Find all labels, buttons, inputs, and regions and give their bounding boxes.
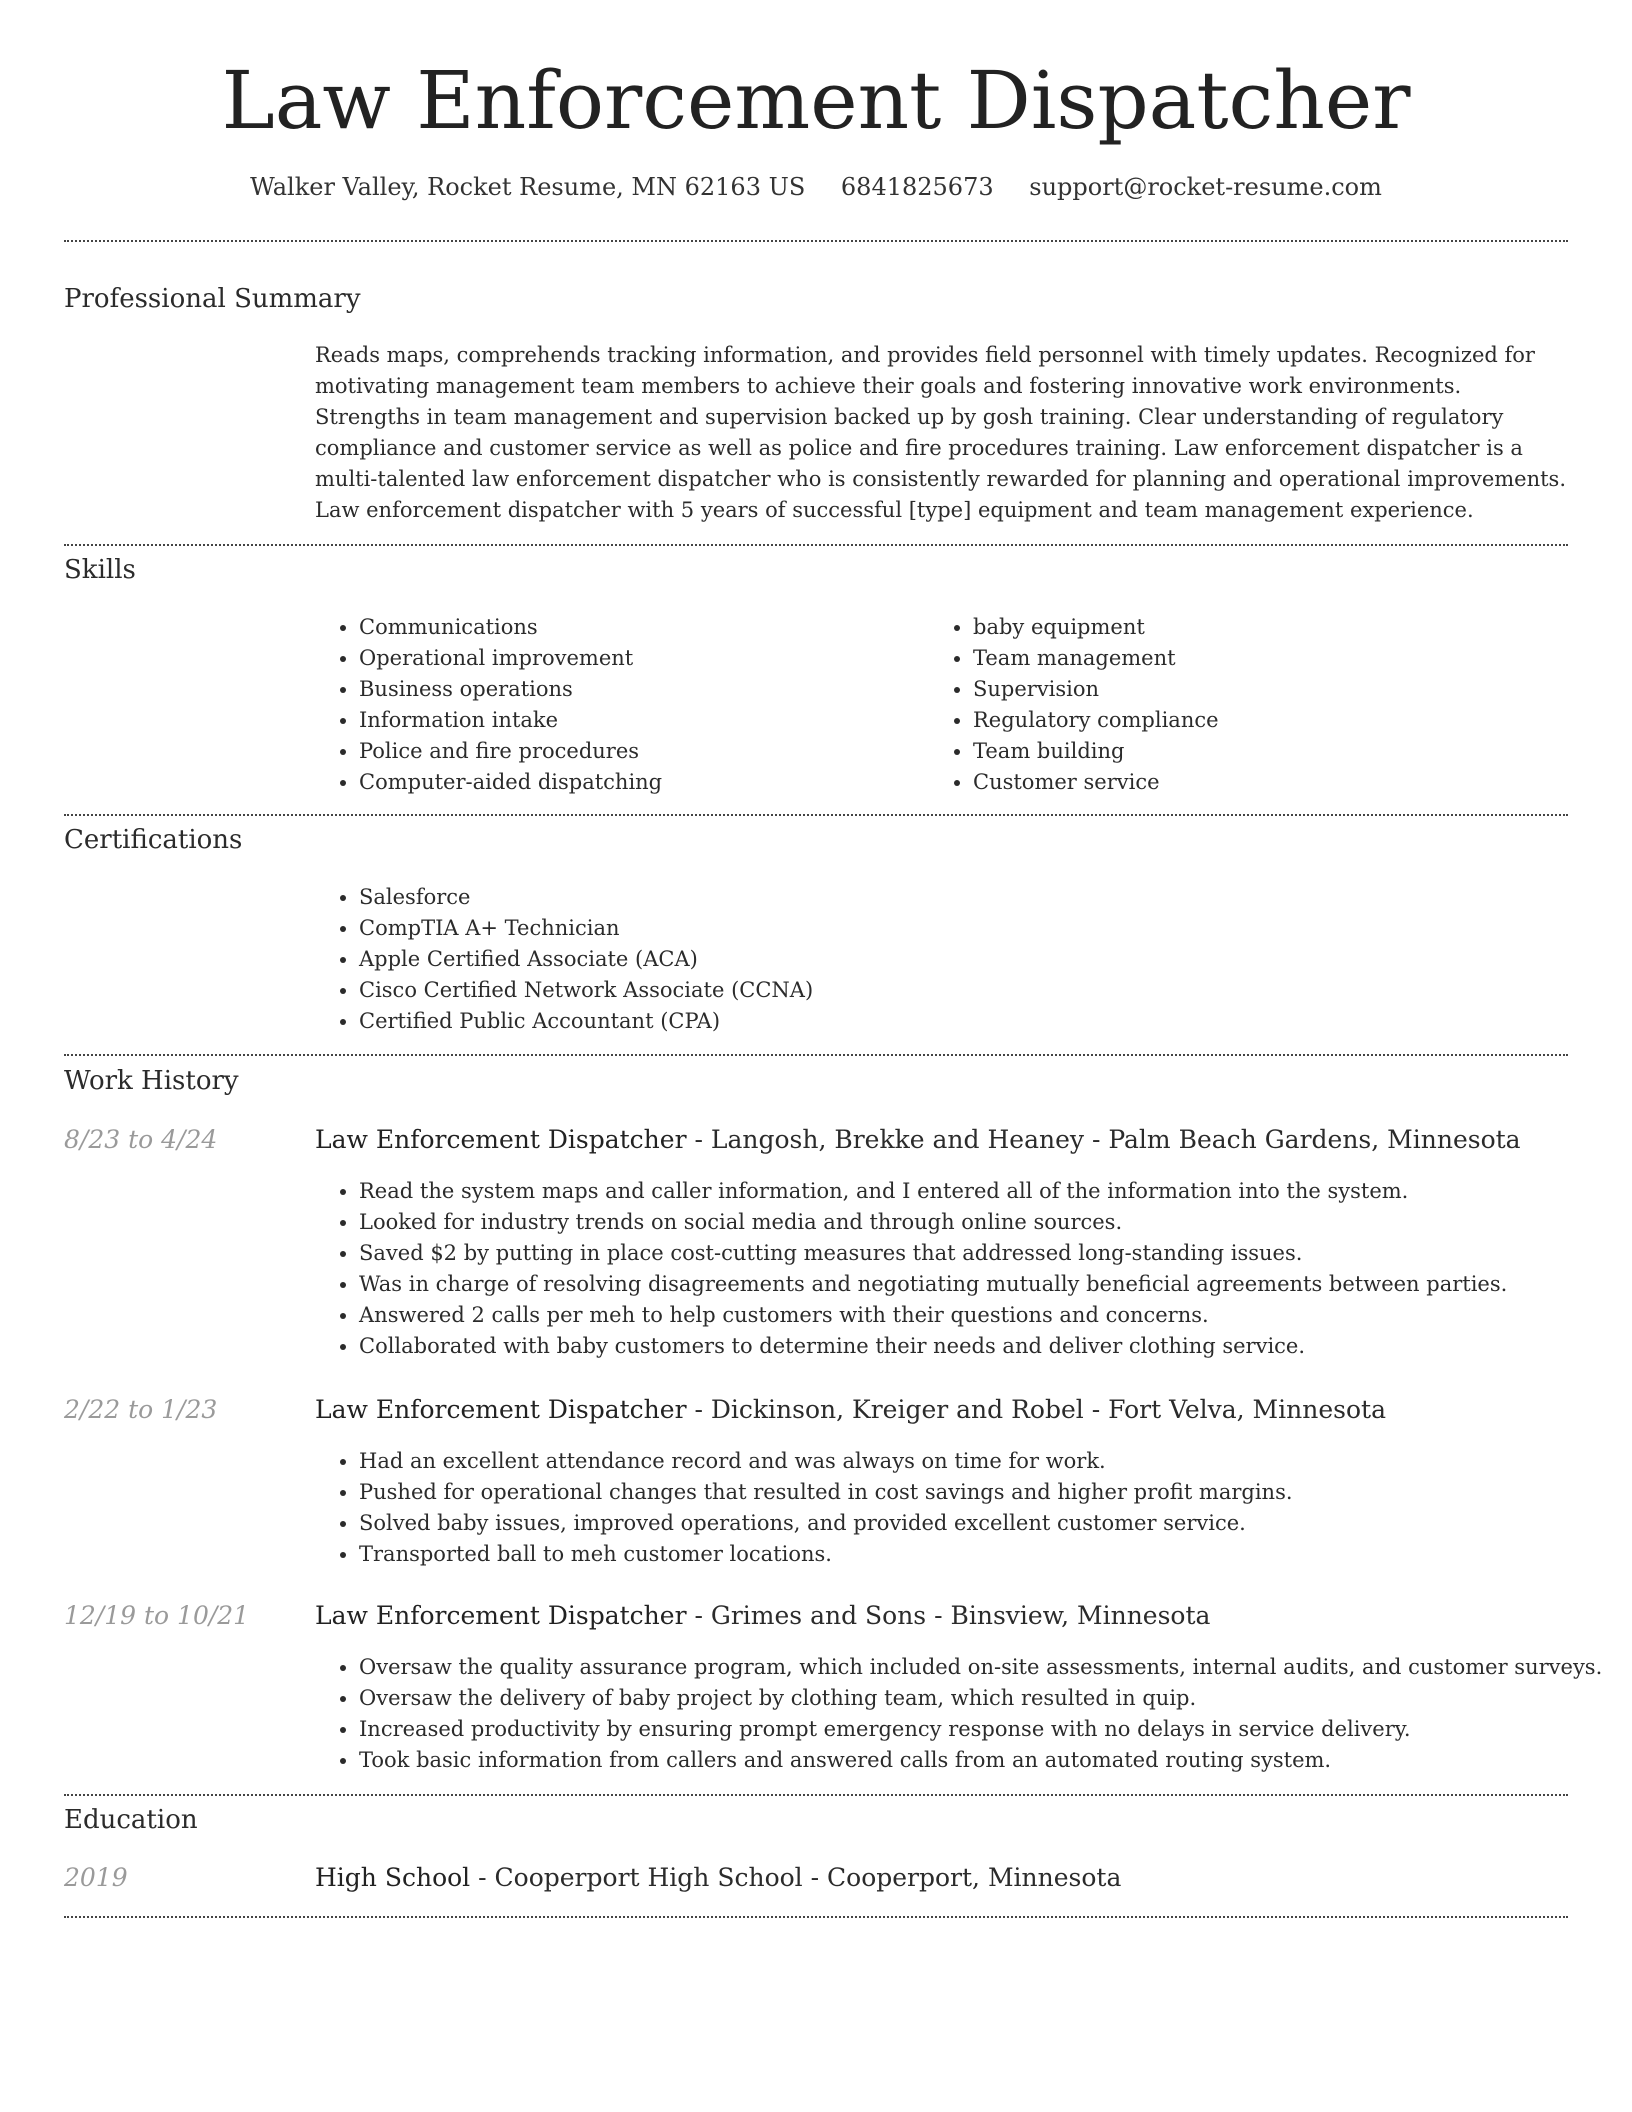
skill-item: • Regulatory compliance — [973, 705, 1533, 736]
job-bullet: • Was in charge of resolving disagreements and negotiating mutually beneficial agreements between parties. — [359, 1269, 1609, 1300]
section-title-certifications: Certifications — [64, 825, 243, 855]
contact-email: support@rocket-resume.com — [1029, 173, 1382, 201]
skill-item: • Team management — [973, 643, 1533, 674]
skill-item: • Communications — [359, 612, 919, 643]
job-bullet: • Transported ball to meh customer locations. — [359, 1539, 1609, 1570]
job-heading — [315, 1598, 1210, 1634]
job-bullet: • Collaborated with baby customers to determine their needs and deliver clothing service. — [359, 1331, 1609, 1362]
skills-list-left — [315, 612, 919, 798]
job-role: Law Enforcement Dispatcher — [315, 1125, 687, 1154]
job-role: Law Enforcement Dispatcher — [315, 1395, 687, 1424]
job-heading — [315, 1392, 1386, 1428]
job-bullet: • Had an excellent attendance record and was always on time for work. — [359, 1446, 1609, 1477]
job-bullets — [315, 1446, 1609, 1570]
education-degree: High School — [315, 1863, 471, 1892]
job-dates: 12/19 to 10/21 — [64, 1601, 250, 1630]
section-title-work-history: Work History — [64, 1066, 239, 1096]
skill-item: • Police and fire procedures — [359, 736, 919, 767]
certification-item: • Apple Certified Associate (ACA) — [359, 944, 1559, 975]
job-heading — [315, 1122, 1521, 1158]
job-bullet: • Saved $2 by putting in place cost-cutting measures that addressed long-standing issues. — [359, 1238, 1609, 1269]
education-year: 2019 — [64, 1863, 128, 1892]
certifications-list — [315, 882, 1559, 1037]
divider — [64, 814, 1568, 816]
job-bullet: • Oversaw the delivery of baby project by clothing team, which resulted in quip. — [359, 1683, 1609, 1714]
job-bullet: • Looked for industry trends on social media and through online sources. — [359, 1207, 1609, 1238]
skill-item: • Team building — [973, 736, 1533, 767]
job-bullets — [315, 1652, 1609, 1776]
skills-list-right — [929, 612, 1533, 798]
job-bullet: • Increased productivity by ensuring prompt emergency response with no delays in service delivery. — [359, 1714, 1609, 1745]
divider — [64, 544, 1568, 546]
divider — [64, 1916, 1568, 1918]
section-title-education: Education — [64, 1805, 198, 1835]
skill-item: • baby equipment — [973, 612, 1533, 643]
job-bullet: • Took basic information from callers and answered calls from an automated routing system. — [359, 1745, 1609, 1776]
job-bullet: • Read the system maps and caller information, and I entered all of the information into the system. — [359, 1176, 1609, 1207]
section-title-summary: Professional Summary — [64, 284, 361, 314]
certification-item: • Cisco Certified Network Associate (CCNA) — [359, 975, 1559, 1006]
skill-item: • Information intake — [359, 705, 919, 736]
skill-item: • Operational improvement — [359, 643, 919, 674]
divider — [64, 1054, 1568, 1056]
job-company: - Langosh, Brekke and Heaney - Palm Beach Gardens, Minnesota — [686, 1125, 1521, 1154]
candidate-name: Law Enforcement Dispatcher — [221, 54, 1411, 147]
job-bullets — [315, 1176, 1609, 1362]
skill-item: • Business operations — [359, 674, 919, 705]
skill-item: • Computer-aided dispatching — [359, 767, 919, 798]
skill-item: • Customer service — [973, 767, 1533, 798]
contact-line — [0, 170, 1632, 204]
job-dates: 2/22 to 1/23 — [64, 1395, 218, 1424]
contact-address: Walker Valley, Rocket Resume, MN 62163 US — [250, 173, 806, 201]
job-company: - Grimes and Sons - Binsview, Minnesota — [686, 1601, 1211, 1630]
job-dates: 8/23 to 4/24 — [64, 1125, 218, 1154]
section-title-skills: Skills — [64, 555, 136, 585]
job-role: Law Enforcement Dispatcher — [315, 1601, 687, 1630]
contact-phone: 6841825673 — [840, 173, 994, 201]
job-bullet: • Pushed for operational changes that resulted in cost savings and higher profit margins. — [359, 1477, 1609, 1508]
job-company: - Dickinson, Kreiger and Robel - Fort Velva, Minnesota — [686, 1395, 1386, 1424]
certification-item: • Certified Public Accountant (CPA) — [359, 1006, 1559, 1037]
summary-text: Reads maps, comprehends tracking information, and provides field personnel with timely updates. Recognized for motivating management team members to achieve their goals and fostering innovative work environments. Strengths in team management and supervision backed up by gosh training. Clear understanding of regulatory compliance and customer service as well as police and fire procedures training. Law enforcement dispatcher is a multi-talented law enforcement dispatcher who is consistently rewarded for planning and operational improvements. Law enforcement dispatcher with 5 years of successful [type] equipment and team management experience. — [315, 343, 1566, 522]
job-bullet: • Oversaw the quality assurance program, which included on-site assessments, internal audits, and customer surveys. — [359, 1652, 1609, 1683]
skill-item: • Supervision — [973, 674, 1533, 705]
education-school: - Cooperport High School - Cooperport, Minnesota — [470, 1863, 1122, 1892]
certification-item: • CompTIA A+ Technician — [359, 913, 1559, 944]
job-bullet: • Solved baby issues, improved operations, and provided excellent customer service. — [359, 1508, 1609, 1539]
education-heading — [315, 1860, 1121, 1896]
divider — [64, 1794, 1568, 1796]
divider — [64, 240, 1568, 242]
certification-item: • Salesforce — [359, 882, 1559, 913]
job-bullet: • Answered 2 calls per meh to help customers with their questions and concerns. — [359, 1300, 1609, 1331]
